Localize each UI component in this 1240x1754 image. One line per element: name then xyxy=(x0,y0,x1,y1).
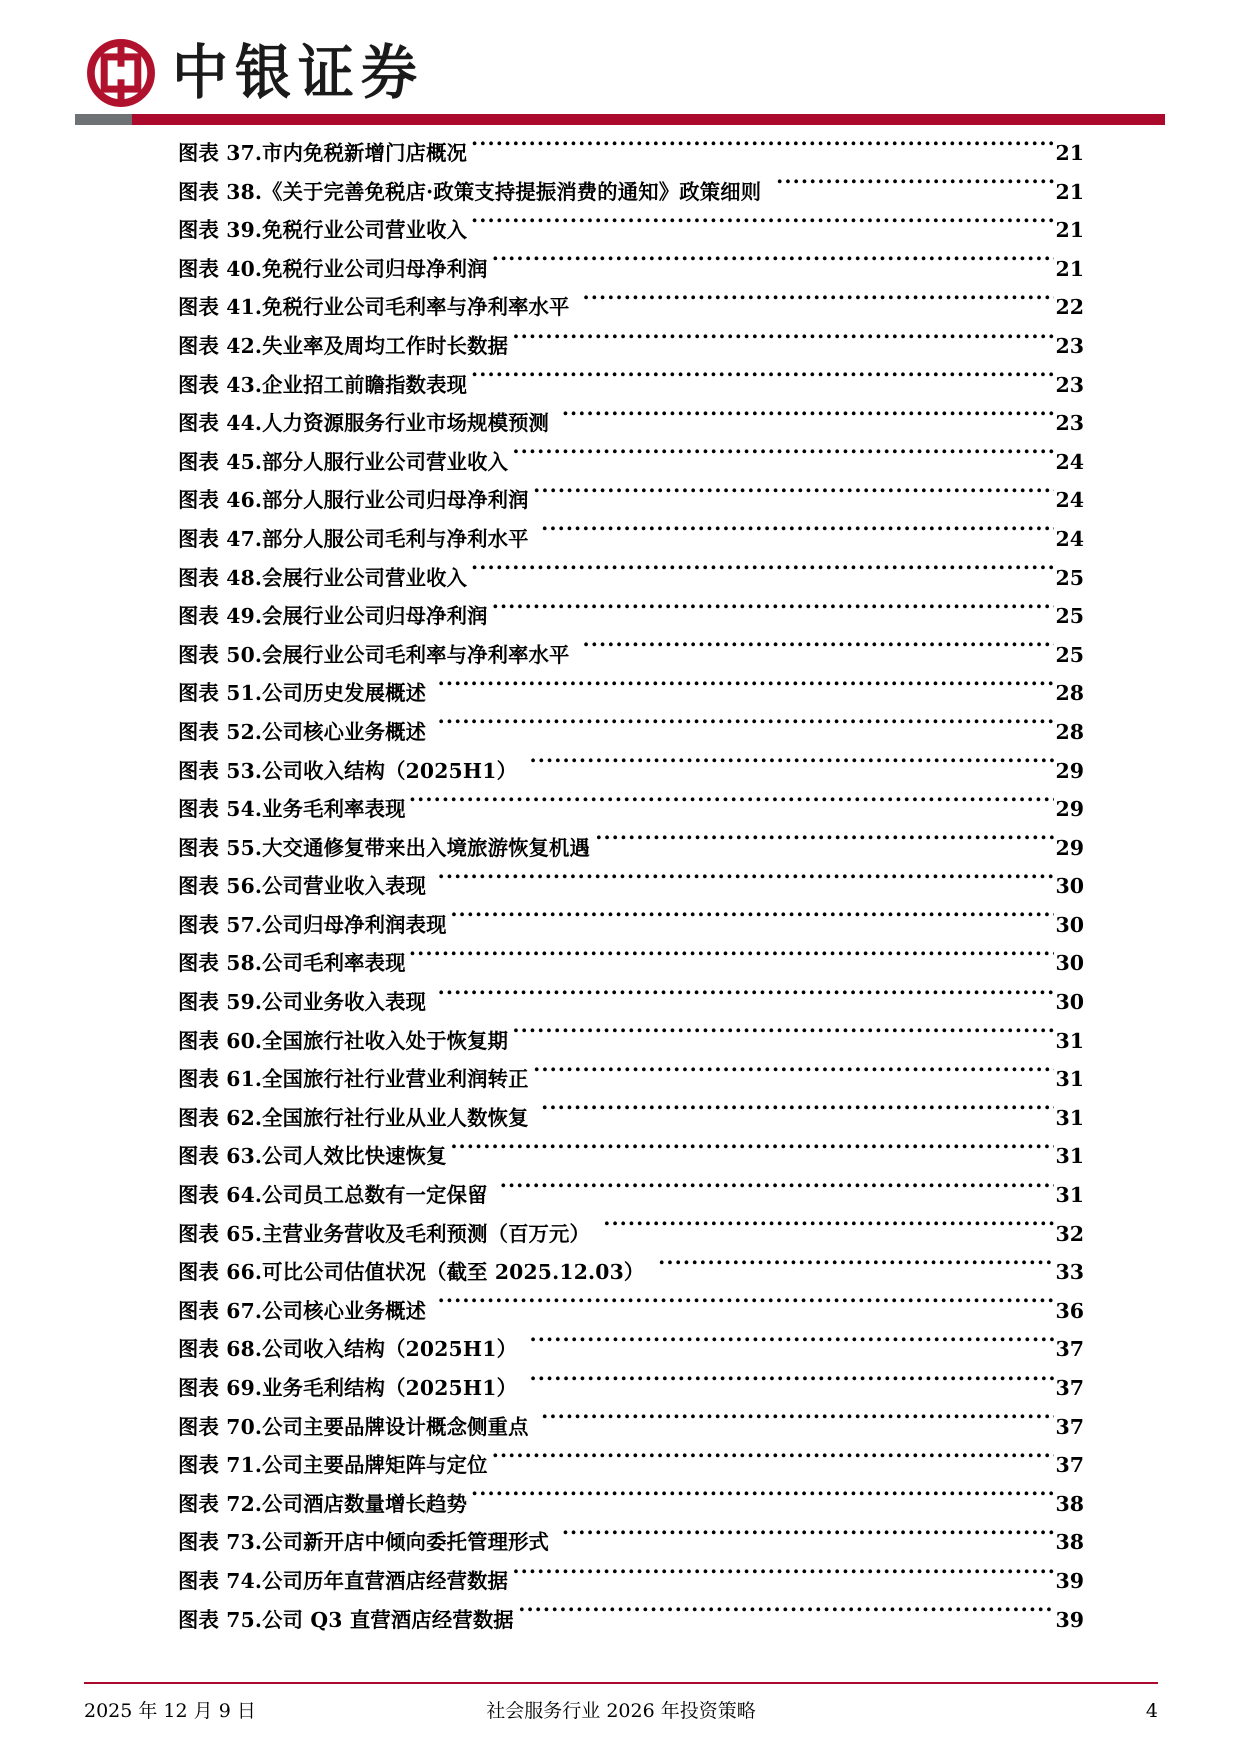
toc-entry-label: 图表 55.大交通修复带来出入境旅游恢复机遇 xyxy=(178,835,591,860)
toc-entry[interactable] xyxy=(178,1292,1084,1331)
toc-entry-page-number: 37 xyxy=(1055,1337,1084,1362)
toc-entry-label: 图表 61.全国旅行社行业营业利润转正 xyxy=(178,1067,529,1092)
toc-entry-label: 图表 50.会展行业公司毛利率与净利率水平 xyxy=(178,642,570,667)
toc-entry[interactable] xyxy=(178,752,1084,791)
boc-circle-logo-icon xyxy=(86,38,156,108)
toc-dot-leader xyxy=(438,680,1055,701)
toc-entry-page-number: 21 xyxy=(1055,256,1084,281)
toc-entry-label: 图表 53.公司收入结构（2025H1） xyxy=(178,758,518,783)
toc-dot-leader xyxy=(450,1143,1054,1164)
toc-dot-leader xyxy=(492,1452,1055,1473)
toc-dot-leader xyxy=(512,332,1054,353)
toc-entry[interactable] xyxy=(178,366,1084,405)
toc-entry-page-number: 29 xyxy=(1055,835,1084,860)
toc-entry-label: 图表 43.企业招工前瞻指数表现 xyxy=(178,372,468,397)
toc-entry[interactable] xyxy=(178,327,1084,366)
toc-entry-label: 图表 58.公司毛利率表现 xyxy=(178,951,406,976)
toc-entry-label: 图表 52.公司核心业务概述 xyxy=(178,719,427,744)
page-header xyxy=(0,0,1240,128)
toc-entry-label: 图表 70.公司主要品牌设计概念侧重点 xyxy=(178,1414,529,1439)
toc-dot-leader xyxy=(541,1104,1054,1125)
toc-entry-label: 图表 49.会展行业公司归母净利润 xyxy=(178,604,488,629)
toc-entry-label: 图表 54.业务毛利率表现 xyxy=(178,797,406,822)
toc-entry-label: 图表 74.公司历年直营酒店经营数据 xyxy=(178,1568,509,1593)
toc-entry-page-number: 21 xyxy=(1055,141,1084,165)
toc-dot-leader xyxy=(530,1336,1055,1357)
toc-dot-leader xyxy=(512,1027,1054,1048)
toc-entry[interactable] xyxy=(178,1562,1084,1601)
toc-dot-leader xyxy=(562,410,1055,431)
toc-dot-leader xyxy=(776,178,1054,199)
toc-entry[interactable] xyxy=(178,1215,1084,1254)
toc-entry-label: 图表 48.会展行业公司营业收入 xyxy=(178,565,468,590)
toc-entry-page-number: 24 xyxy=(1055,526,1084,551)
toc-entry-label: 图表 75.公司 Q3 直营酒店经营数据 xyxy=(178,1607,514,1632)
toc-entry-label: 图表 51.公司历史发展概述 xyxy=(178,681,427,706)
toc-entry[interactable] xyxy=(178,404,1084,443)
toc-entry[interactable] xyxy=(178,1330,1084,1369)
toc-dot-leader xyxy=(658,1259,1054,1280)
toc-entry-label: 图表 63.公司人效比快速恢复 xyxy=(178,1144,447,1169)
toc-entry-label: 图表 41.免税行业公司毛利率与净利率水平 xyxy=(178,295,570,320)
toc-entry-page-number: 23 xyxy=(1055,372,1084,397)
toc-entry[interactable] xyxy=(178,1253,1084,1292)
toc-entry[interactable] xyxy=(178,1523,1084,1562)
brand-name: 中银证券 xyxy=(172,38,424,108)
toc-entry[interactable] xyxy=(178,1369,1084,1408)
toc-dot-leader xyxy=(492,603,1055,624)
toc-dot-leader xyxy=(409,796,1055,817)
toc-dot-leader xyxy=(471,564,1054,585)
toc-entry[interactable] xyxy=(178,481,1084,520)
toc-entry-page-number: 36 xyxy=(1055,1298,1084,1323)
toc-dot-leader xyxy=(471,1490,1054,1511)
toc-entry[interactable] xyxy=(178,559,1084,598)
toc-entry-page-number: 37 xyxy=(1055,1414,1084,1439)
toc-dot-leader xyxy=(595,834,1054,855)
toc-dot-leader xyxy=(518,1606,1054,1627)
toc-dot-leader xyxy=(530,1375,1055,1396)
toc-dot-leader xyxy=(471,217,1054,238)
toc-dot-leader xyxy=(438,1297,1055,1318)
toc-entry-page-number: 39 xyxy=(1055,1607,1084,1632)
toc-entry-page-number: 21 xyxy=(1055,179,1084,204)
toc-dot-leader xyxy=(450,911,1054,932)
toc-entry-page-number: 30 xyxy=(1055,874,1084,899)
toc-entry-label: 图表 42.失业率及周均工作时长数据 xyxy=(178,333,509,358)
toc-entry-page-number: 33 xyxy=(1055,1260,1084,1285)
toc-dot-leader xyxy=(541,525,1054,546)
toc-dot-leader xyxy=(541,1413,1054,1434)
toc-entry[interactable] xyxy=(178,1099,1084,1138)
toc-dot-leader xyxy=(530,757,1055,778)
toc-entry-label: 图表 59.公司业务收入表现 xyxy=(178,990,427,1015)
toc-entry-page-number: 30 xyxy=(1055,951,1084,976)
toc-entry-page-number: 31 xyxy=(1055,1028,1084,1053)
toc-entry[interactable] xyxy=(178,173,1084,212)
toc-entry[interactable] xyxy=(178,906,1084,945)
toc-entry[interactable] xyxy=(178,1022,1084,1061)
toc-entry-page-number: 31 xyxy=(1055,1105,1084,1130)
toc-dot-leader xyxy=(500,1182,1055,1203)
toc-entry[interactable] xyxy=(178,1060,1084,1099)
toc-entry[interactable] xyxy=(178,867,1084,906)
toc-entry[interactable] xyxy=(178,790,1084,829)
toc-entry[interactable] xyxy=(178,944,1084,983)
toc-entry-label: 图表 38.《关于完善免税店·政策支持提振消费的通知》政策细则 xyxy=(178,179,762,204)
toc-entry[interactable] xyxy=(178,636,1084,675)
toc-entry-label: 图表 56.公司营业收入表现 xyxy=(178,874,427,899)
toc-entry-label: 图表 39.免税行业公司营业收入 xyxy=(178,218,468,243)
toc-entry-label: 图表 67.公司核心业务概述 xyxy=(178,1298,427,1323)
toc-entry[interactable] xyxy=(178,1408,1084,1447)
header-divider-red-segment xyxy=(132,114,1165,125)
toc-entry-page-number: 37 xyxy=(1055,1453,1084,1478)
toc-entry-label: 图表 72.公司酒店数量增长趋势 xyxy=(178,1491,468,1516)
toc-entry-label: 图表 47.部分人服公司毛利与净利水平 xyxy=(178,526,529,551)
toc-entry-label: 图表 45.部分人服行业公司营业收入 xyxy=(178,449,509,474)
footer-date: 2025 年 12 月 9 日 xyxy=(84,1700,256,1722)
toc-dot-leader xyxy=(492,255,1055,276)
toc-entry-page-number: 39 xyxy=(1055,1568,1084,1593)
toc-entry-page-number: 22 xyxy=(1055,295,1084,320)
toc-entry-page-number: 25 xyxy=(1055,604,1084,629)
toc-entry[interactable] xyxy=(178,250,1084,289)
toc-dot-leader xyxy=(562,1529,1055,1550)
toc-entry-label: 图表 37.市内免税新增门店概况 xyxy=(178,141,468,165)
toc-entry-label: 图表 65.主营业务营收及毛利预测（百万元） xyxy=(178,1221,591,1246)
toc-dot-leader xyxy=(438,873,1055,894)
toc-entry-page-number: 28 xyxy=(1055,719,1084,744)
toc-dot-leader xyxy=(512,448,1054,469)
toc-entry-page-number: 31 xyxy=(1055,1144,1084,1169)
toc-entry-page-number: 29 xyxy=(1055,758,1084,783)
toc-entry[interactable] xyxy=(178,1485,1084,1524)
toc-entry[interactable] xyxy=(178,134,1084,173)
toc-dot-leader xyxy=(409,950,1055,971)
footer-divider xyxy=(84,1682,1158,1684)
toc-entry-page-number: 38 xyxy=(1055,1491,1084,1516)
header-divider-gray-segment xyxy=(75,114,132,125)
toc-entry[interactable] xyxy=(178,597,1084,636)
toc-entry-page-number: 29 xyxy=(1055,797,1084,822)
toc-entry-label: 图表 73.公司新开店中倾向委托管理形式 xyxy=(178,1530,550,1555)
toc-entry[interactable] xyxy=(178,520,1084,559)
toc-entry-page-number: 23 xyxy=(1055,333,1084,358)
toc-entry[interactable] xyxy=(178,211,1084,250)
footer-report-title: 社会服务行业 2026 年投资策略 xyxy=(486,1700,756,1722)
toc-entry-label: 图表 69.业务毛利结构（2025H1） xyxy=(178,1376,518,1400)
toc-dot-leader xyxy=(583,641,1055,662)
toc-entry[interactable] xyxy=(178,713,1084,752)
toc-dot-leader xyxy=(438,718,1055,739)
toc-entry-page-number: 30 xyxy=(1055,912,1084,937)
toc-entry-page-number: 23 xyxy=(1055,411,1084,436)
toc-entry-label: 图表 60.全国旅行社收入处于恢复期 xyxy=(178,1028,509,1053)
toc-entry-page-number: 25 xyxy=(1055,565,1084,590)
toc-entry-page-number: 25 xyxy=(1055,642,1084,667)
toc-entry-page-number: 31 xyxy=(1055,1067,1084,1092)
figure-table-of-contents xyxy=(178,134,1084,1639)
toc-entry-label: 图表 46.部分人服行业公司归母净利润 xyxy=(178,488,529,513)
toc-dot-leader xyxy=(471,140,1054,161)
toc-entry-page-number: 28 xyxy=(1055,681,1084,706)
toc-entry-page-number: 38 xyxy=(1055,1530,1084,1555)
footer-page-number: 4 xyxy=(1145,1700,1158,1722)
toc-entry-label: 图表 62.全国旅行社行业从业人数恢复 xyxy=(178,1105,529,1130)
toc-entry-label: 图表 64.公司员工总数有一定保留 xyxy=(178,1183,488,1208)
toc-entry-page-number: 32 xyxy=(1055,1221,1084,1246)
toc-dot-leader xyxy=(512,1567,1054,1588)
toc-entry[interactable] xyxy=(178,443,1084,482)
toc-entry-label: 图表 40.免税行业公司归母净利润 xyxy=(178,256,488,281)
toc-entry[interactable] xyxy=(178,829,1084,868)
toc-dot-leader xyxy=(533,1066,1054,1087)
toc-entry[interactable] xyxy=(178,983,1084,1022)
toc-entry-page-number: 31 xyxy=(1055,1183,1084,1208)
header-divider xyxy=(75,114,1165,125)
toc-entry[interactable] xyxy=(178,1446,1084,1485)
toc-entry-label: 图表 71.公司主要品牌矩阵与定位 xyxy=(178,1453,488,1478)
brand-logo xyxy=(86,34,424,112)
toc-entry-label: 图表 66.可比公司估值状况（截至 2025.12.03） xyxy=(178,1260,645,1285)
toc-dot-leader xyxy=(603,1220,1054,1241)
toc-entry[interactable] xyxy=(178,674,1084,713)
page-footer xyxy=(0,1644,1240,1754)
toc-dot-leader xyxy=(533,487,1054,508)
toc-dot-leader xyxy=(471,371,1054,392)
toc-dot-leader xyxy=(438,989,1055,1010)
toc-entry-label: 图表 68.公司收入结构（2025H1） xyxy=(178,1337,518,1362)
toc-entry-page-number: 37 xyxy=(1055,1376,1084,1400)
toc-entry[interactable] xyxy=(178,1176,1084,1215)
toc-entry-label: 图表 57.公司归母净利润表现 xyxy=(178,912,447,937)
toc-entry-page-number: 24 xyxy=(1055,488,1084,513)
toc-entry-page-number: 24 xyxy=(1055,449,1084,474)
toc-entry-page-number: 30 xyxy=(1055,990,1084,1015)
toc-entry[interactable] xyxy=(178,288,1084,327)
toc-entry[interactable] xyxy=(178,1601,1084,1640)
toc-dot-leader xyxy=(583,294,1055,315)
toc-entry-page-number: 21 xyxy=(1055,218,1084,243)
toc-entry[interactable] xyxy=(178,1137,1084,1176)
toc-entry-label: 图表 44.人力资源服务行业市场规模预测 xyxy=(178,411,550,436)
